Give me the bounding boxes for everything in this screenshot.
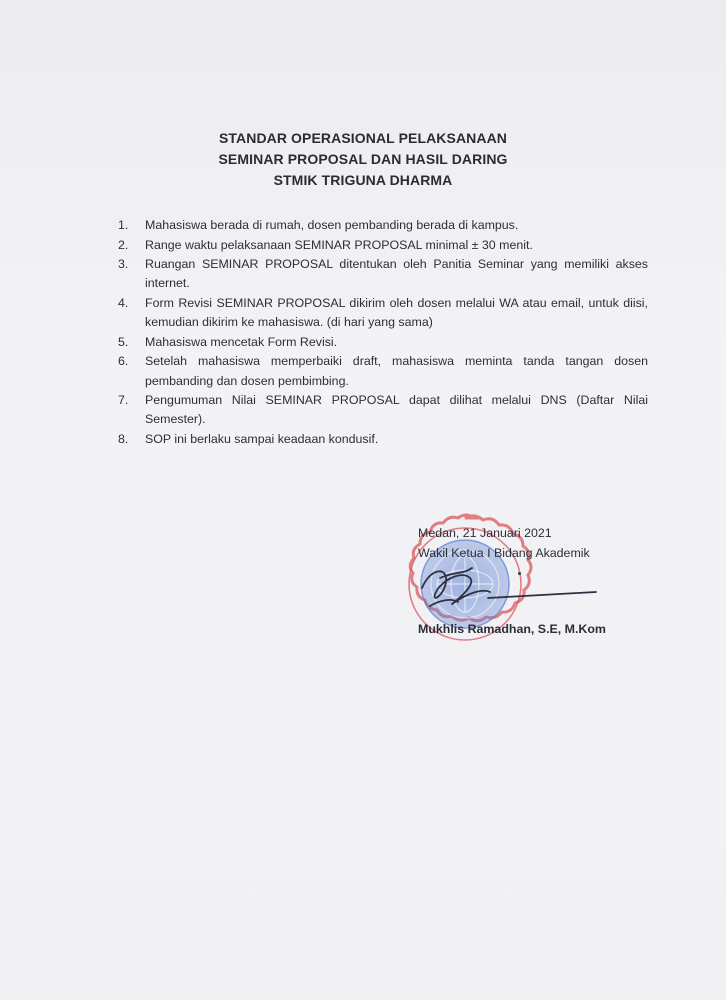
signatory-name: Mukhlis Ramadhan, S.E, M.Kom: [418, 622, 606, 636]
list-item: [118, 255, 648, 293]
title-line-3: STMIK TRIGUNA DHARMA: [273, 172, 453, 188]
list-item-number: 8.: [118, 431, 129, 446]
list-item-text: Range waktu pelaksanaan SEMINAR PROPOSAL minimal ± 30 menit.: [145, 237, 533, 252]
document-title: [0, 128, 726, 191]
list-item: [118, 236, 648, 255]
list-item-number: 3.: [118, 257, 129, 272]
list-item-number: 2.: [118, 237, 129, 252]
list-item-text: Pengumuman Nilai SEMINAR PROPOSAL dapat dilihat melalui DNS (Daftar Nilai Semester).: [145, 393, 648, 427]
list-item: [118, 333, 648, 352]
list-item: [118, 294, 648, 332]
list-item-number: 4.: [118, 295, 129, 310]
list-item-number: 6.: [118, 354, 129, 369]
ink-dot: [518, 572, 521, 575]
list-item-text: Ruangan SEMINAR PROPOSAL ditentukan oleh Panitia Seminar yang memiliki akses internet.: [145, 257, 648, 291]
list-item-text: Setelah mahasiswa memperbaiki draft, mahasiswa meminta tanda tangan dosen pembanding dan dosen pembimbing.: [145, 354, 648, 388]
sop-list: [118, 216, 648, 450]
title-line-1: STANDAR OPERASIONAL PELAKSANAAN: [218, 130, 508, 146]
list-item: [118, 216, 648, 235]
list-item: [118, 352, 648, 390]
title-line-2: SEMINAR PROPOSAL DAN HASIL DARING: [218, 151, 508, 167]
list-item-number: 1.: [118, 218, 129, 232]
list-item-text: SOP ini berlaku sampai keadaan kondusif.: [145, 431, 379, 446]
list-item-text: Mahasiswa berada di rumah, dosen pembanding berada di kampus.: [145, 218, 519, 232]
list-item-text: Mahasiswa mencetak Form Revisi.: [145, 334, 338, 349]
handwritten-signature: [400, 548, 600, 628]
list-item: [118, 430, 648, 449]
list-item: [118, 391, 648, 429]
list-item-text: Form Revisi SEMINAR PROPOSAL dikirim oleh dosen melalui WA atau email, untuk diisi, kemudian dikirim ke mahasiswa. (di hari yang sama): [145, 295, 648, 330]
list-item-number: 7.: [118, 393, 129, 408]
signature-role: Wakil Ketua I Bidang Akademik: [418, 545, 590, 560]
list-item-number: 5.: [118, 334, 129, 349]
signature-place-date: Medan, 21 Januari 2021: [418, 526, 552, 540]
